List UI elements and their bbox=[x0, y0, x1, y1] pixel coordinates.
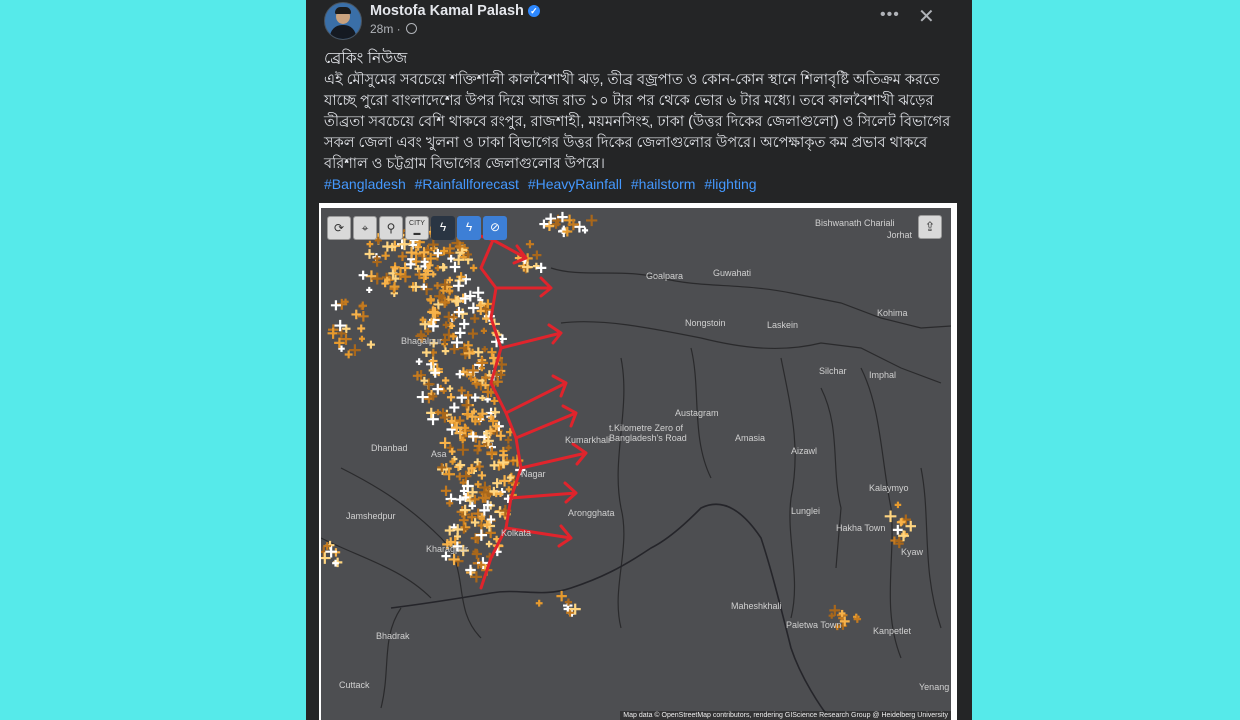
verified-badge-icon: ✓ bbox=[528, 5, 540, 17]
post-header bbox=[306, 0, 972, 40]
lightning-strike-mark bbox=[331, 300, 341, 310]
lightning-strike-mark bbox=[556, 591, 566, 601]
place-label: Paletwa Town bbox=[786, 620, 842, 630]
lightning-strike-mark bbox=[468, 329, 478, 339]
lightning-strike-mark bbox=[506, 486, 512, 492]
lightning-strike-mark bbox=[442, 377, 449, 384]
lightning-strike-mark bbox=[545, 221, 555, 231]
lightning-strike-mark bbox=[470, 314, 479, 323]
lightning-strike-mark bbox=[351, 310, 361, 320]
lightning-strike-mark bbox=[359, 302, 367, 310]
post-body: এই মৌসুমের সবচেয়ে শক্তিশালী কালবৈশাখী ঝড়, তীব্র বজ্রপাত ও কোন-কোন স্থানে শিলাবৃষ্টি অতিক্রম করতে যাচ্ছে পুরো বাংলাদেশের উপর দিয়ে আজ রাত ১০ টার পর থেকে ভোর ৬ টার মধ্যে। তবে কালবৈশাখী ঝড়ের তীব্রতা সবচেয়ে বেশি থাকবে রংপুর, রাজশাহী, ময়মনসিংহ, ঢাকা (উত্তর দিকের জেলাগুলো) ও সিলেট বিভাগের সকল জেলা এবং খুলনা ও ঢাকা বিভাগের উত্তর দিকের জেলাগুলোর উপরে। অপেক্ষাকৃত কম প্রভাব থাকবে বরিশাল ও চট্টগ্রাম বিভাগের জেলাগুলোর উপরে। bbox=[324, 72, 951, 172]
place-label: Bishwanath Chariali bbox=[815, 218, 895, 228]
place-label: Bhadrak bbox=[376, 631, 410, 641]
lightning-strike-mark bbox=[473, 446, 481, 454]
place-label: Jorhat bbox=[887, 230, 913, 240]
place-label: Lunglei bbox=[791, 506, 821, 516]
place-label: Arongghata bbox=[568, 508, 615, 518]
place-label: Yenang bbox=[919, 682, 950, 692]
close-icon[interactable]: ✕ bbox=[918, 6, 935, 28]
lightning-strike-mark bbox=[422, 348, 431, 357]
lightning-bolt-icon[interactable]: ϟ bbox=[457, 216, 481, 240]
lightning-strike-mark bbox=[417, 391, 429, 403]
hashtag-link[interactable]: #lighting bbox=[704, 176, 757, 192]
lightning-strike-mark bbox=[455, 460, 465, 470]
map-canvas bbox=[321, 208, 951, 720]
place-label: Bhagalpur bbox=[401, 336, 443, 346]
place-label: Imphal bbox=[869, 370, 897, 380]
lightning-strike-mark bbox=[426, 408, 436, 418]
place-label: Cuttack bbox=[339, 680, 370, 690]
lightning-strike-mark bbox=[457, 444, 469, 456]
lightning-strike-mark bbox=[447, 393, 455, 401]
place-label: Nagar bbox=[521, 469, 546, 479]
hashtag-link[interactable]: #Bangladesh bbox=[324, 176, 406, 192]
lightning-strike-mark bbox=[484, 520, 495, 531]
lightning-strike-mark bbox=[485, 528, 495, 538]
lightning-strike-mark bbox=[345, 351, 353, 359]
lightning-strike-mark bbox=[367, 241, 374, 248]
more-options-button[interactable]: ••• bbox=[880, 6, 900, 23]
lightning-strike-mark bbox=[453, 280, 464, 291]
place-label: Silchar bbox=[819, 366, 847, 376]
place-label: Asa bbox=[431, 449, 447, 459]
post-headline: ব্রেকিং নিউজ bbox=[324, 50, 408, 67]
lightning-strike-mark bbox=[416, 358, 423, 365]
lightning-strike-mark bbox=[442, 347, 449, 354]
map-attribution: Map data © OpenStreetMap contributors, rendering GIScience Research Group @ Heidelberg University bbox=[620, 711, 951, 720]
lightning-strike-mark bbox=[441, 486, 451, 496]
lightning-strike-mark bbox=[460, 522, 470, 532]
lightning-map-image[interactable] bbox=[319, 203, 957, 720]
place-label: Guwahati bbox=[713, 268, 752, 278]
lightning-strike-mark bbox=[421, 283, 433, 295]
lightning-strike-mark bbox=[366, 287, 372, 293]
lightning-strike-mark bbox=[885, 510, 897, 522]
hashtag-link[interactable]: #hailstorm bbox=[630, 176, 696, 192]
post-meta bbox=[370, 22, 417, 36]
facebook-post bbox=[306, 0, 972, 720]
place-label: Laskein bbox=[767, 320, 799, 330]
lightning-strike-mark bbox=[536, 600, 543, 607]
place-label: t.Kilometre Zero of Bangladesh's Road bbox=[609, 423, 687, 443]
satellite-icon[interactable]: ⊘ bbox=[483, 216, 507, 240]
hashtag-link[interactable]: #Rainfallforecast bbox=[414, 176, 519, 192]
author-name-text[interactable]: Mostofa Kamal Palash bbox=[370, 3, 524, 19]
lightning-strike-mark bbox=[582, 227, 588, 233]
lightning-strike-mark bbox=[367, 341, 375, 349]
lightning-strike-mark bbox=[481, 328, 487, 334]
lightning-strike-mark bbox=[426, 295, 435, 304]
hashtag-list bbox=[324, 176, 762, 192]
lightning-strike-mark bbox=[492, 478, 502, 488]
city-layer-icon[interactable]: CITY ▬ bbox=[405, 216, 429, 240]
lightning-strike-mark bbox=[545, 213, 556, 224]
lightning-strike-mark bbox=[321, 552, 331, 564]
place-label: Kohima bbox=[877, 308, 908, 318]
location-pin-icon[interactable]: ⌖ bbox=[353, 216, 377, 240]
avatar[interactable] bbox=[324, 2, 362, 40]
place-label: Goalpara bbox=[646, 271, 684, 281]
lightning-strike-mark bbox=[895, 502, 902, 509]
lightning-strike-mark bbox=[905, 521, 916, 532]
lightning-strike-mark bbox=[459, 515, 469, 525]
lightning-strike-mark bbox=[439, 263, 448, 272]
lightning-strike-mark bbox=[446, 500, 453, 507]
lightning-strike-mark bbox=[381, 252, 389, 260]
place-label: Hakha Town bbox=[836, 523, 886, 533]
place-label: Kharagpur bbox=[426, 544, 469, 554]
lightning-strike-mark bbox=[457, 506, 468, 517]
lightning-strike-mark bbox=[505, 436, 512, 443]
lightning-strike-mark bbox=[357, 325, 365, 333]
place-label: Kanpetlet bbox=[873, 626, 912, 636]
lightning-strike-mark bbox=[478, 471, 486, 479]
lightning-strike-mark bbox=[399, 238, 411, 250]
lightning-strike-mark bbox=[470, 264, 477, 271]
author-name[interactable] bbox=[370, 3, 540, 19]
lightning-strike-mark bbox=[526, 240, 534, 248]
lightning-strike-mark bbox=[449, 402, 459, 412]
lightning-strike-mark bbox=[536, 263, 546, 273]
lightning-strike-mark bbox=[390, 282, 400, 292]
lightning-strike-mark bbox=[486, 541, 493, 548]
lightning-strike-mark bbox=[447, 385, 454, 392]
map-graphics bbox=[321, 208, 951, 720]
lightning-strike-mark bbox=[472, 549, 482, 559]
lightning-strike-mark bbox=[359, 336, 365, 342]
place-label: Aizawl bbox=[791, 446, 818, 456]
lightning-strike-mark bbox=[586, 215, 597, 226]
hashtag-link[interactable]: #HeavyRainfall bbox=[527, 176, 622, 192]
place-label: Nongstoin bbox=[685, 318, 726, 328]
lightning-strike-mark bbox=[532, 251, 541, 260]
globe-icon bbox=[406, 23, 417, 34]
place-label: Kumarkhali bbox=[565, 435, 611, 445]
lightning-strike-mark bbox=[359, 271, 368, 280]
zoom-icon[interactable]: ⚲ bbox=[379, 216, 403, 240]
lightning-icon[interactable]: ϟ bbox=[431, 216, 455, 240]
lightning-strike-mark bbox=[443, 321, 450, 328]
place-label: Jamshedpur bbox=[346, 511, 396, 521]
border-lines bbox=[321, 268, 951, 708]
place-label: Maheshkhali bbox=[731, 601, 782, 611]
lightning-strike-mark bbox=[358, 311, 369, 322]
share-icon[interactable]: ⇪ bbox=[918, 215, 942, 239]
place-label: Kalaymyo bbox=[869, 483, 909, 493]
lightning-strike-mark bbox=[487, 348, 496, 357]
place-label: Dhanbad bbox=[371, 443, 408, 453]
post-time[interactable]: 28m · bbox=[370, 22, 401, 36]
place-label: Austagram bbox=[675, 408, 719, 418]
lightning-strike-mark bbox=[371, 273, 383, 285]
lightning-strike-mark bbox=[465, 565, 476, 576]
place-label: Kyaw bbox=[901, 547, 924, 557]
lightning-strike-mark bbox=[476, 357, 488, 369]
city-layer-label: CITY bbox=[409, 220, 425, 227]
lightning-strike-mark bbox=[435, 409, 441, 415]
lightning-strike-mark bbox=[458, 387, 466, 395]
place-label: Kolkata bbox=[501, 528, 532, 538]
lightning-strike-mark bbox=[437, 463, 446, 472]
place-label: Amasia bbox=[735, 433, 766, 443]
refresh-icon[interactable]: ⟳ bbox=[327, 216, 351, 240]
lightning-strike-mark bbox=[539, 219, 548, 228]
